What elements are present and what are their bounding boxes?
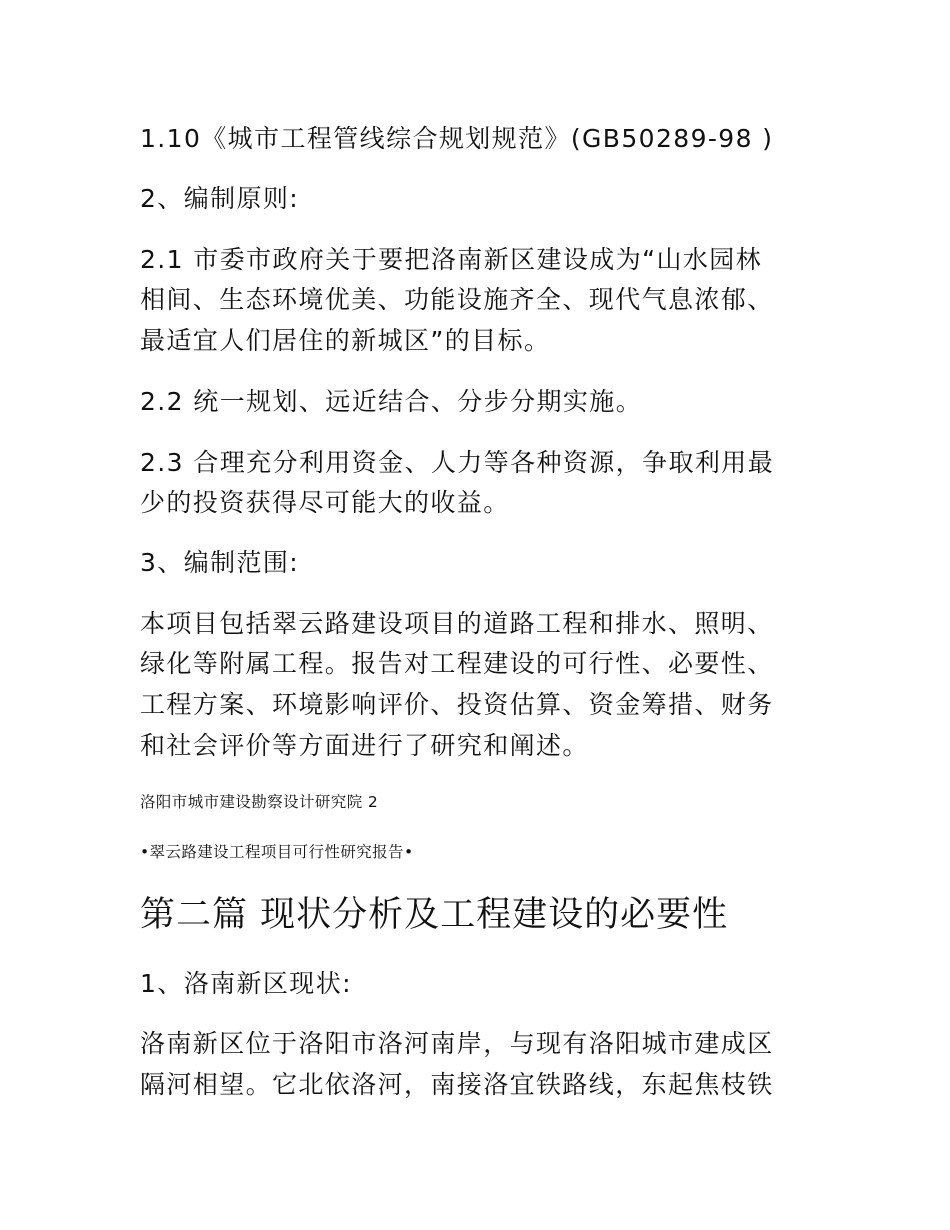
scope-paragraph-line-3: 工程方案、环境影响评价、投资估算、资金筹措、财务 [140,690,774,719]
status-paragraph-line-2: 隔河相望。它北依洛河，南接洛宜铁路线，东起焦枝铁 [140,1070,774,1099]
section-heading-scope: 3、编制范围: [140,548,300,577]
scope-paragraph-line-2: 绿化等附属工程。报告对工程建设的可行性、必要性、 [140,649,774,678]
scope-paragraph-line-1: 本项目包括翠云路建设项目的道路工程和排水、照明、 [140,609,774,638]
running-header: •翠云路建设工程项目可行性研究报告• [140,843,414,861]
principle-2-1-line-1: 2.1 市委市政府关于要把洛南新区建设成为“山水园林 [140,245,763,274]
page-footer: 洛阳市城市建设勘察设计研究院 2 [140,793,379,811]
principle-2-1-line-2: 相间、生态环境优美、功能设施齐全、现代气息浓郁、 [140,285,774,314]
reference-item-1-10: 1.10《城市工程管线综合规划规范》(GB50289-98 ) [140,124,774,153]
principle-2-2: 2.2 统一规划、远近结合、分步分期实施。 [140,387,643,416]
chapter-title: 第二篇 现状分析及工程建设的必要性 [140,895,729,935]
principle-2-1-line-3: 最适宜人们居住的新城区”的目标。 [140,326,551,355]
section-heading-current-status: 1、洛南新区现状: [140,969,352,998]
principle-2-3-line-2: 少的投资获得尽可能大的收益。 [140,488,510,517]
status-paragraph-line-1: 洛南新区位于洛阳市洛河南岸，与现有洛阳城市建成区 [140,1029,774,1058]
section-heading-principles: 2、编制原则: [140,184,300,213]
principle-2-3-line-1: 2.3 合理充分利用资金、人力等各种资源，争取利用最 [140,448,775,477]
scope-paragraph-line-4: 和社会评价等方面进行了研究和阐述。 [140,731,589,760]
